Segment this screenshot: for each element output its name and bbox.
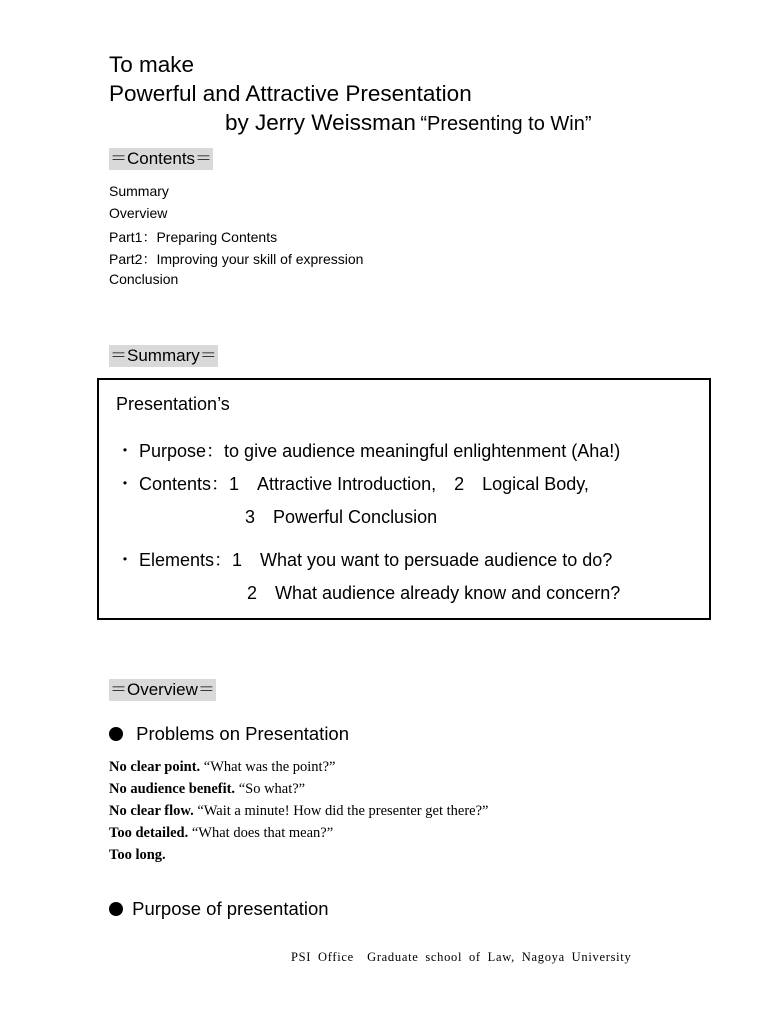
problem-item xyxy=(109,781,305,798)
problem-quote: “What does that mean?” xyxy=(191,825,334,841)
summary-box xyxy=(97,378,711,620)
summary-contents-line-2: 3 Powerful Conclusion xyxy=(245,507,438,527)
problem-item xyxy=(109,759,335,776)
problem-label: Too detailed. xyxy=(109,825,189,841)
problem-quote: “So what?” xyxy=(238,781,306,797)
overview-header: ＝Overview＝ xyxy=(110,680,215,699)
summary-contents-line-1: ・ Contents：1 Attractive Introduction, 2 Logical Body, xyxy=(116,474,589,494)
summary-elements-line-1: ・ Elements：1 What you want to persuade audience to do? xyxy=(116,550,613,570)
page-footer: PSI Office Graduate school of Law, Nagoya University xyxy=(291,950,632,964)
problem-item xyxy=(109,847,166,864)
problem-quote: “Wait a minute! How did the presenter get there?” xyxy=(197,803,489,819)
problem-label: No clear flow. xyxy=(109,803,194,819)
summary-heading: Presentation’s xyxy=(116,394,230,414)
title-book: “Presenting to Win” xyxy=(420,113,592,135)
summary-elements-line-2: 2 What audience already know and concern? xyxy=(247,583,621,603)
problems-heading xyxy=(109,723,349,745)
title-author: by Jerry Weissman xyxy=(225,110,416,135)
problem-item xyxy=(109,825,333,842)
summary-purpose: ・ Purpose：to give audience meaningful enlightenment (Aha!) xyxy=(116,441,621,461)
bullet-icon xyxy=(109,727,123,741)
toc-item-part1: Part1：Preparing Contents xyxy=(109,229,278,245)
toc-item-summary: Summary xyxy=(109,183,169,199)
title-line-2: Powerful and Attractive Presentation xyxy=(109,81,472,106)
problem-item xyxy=(109,803,488,820)
purpose-heading xyxy=(109,898,329,920)
toc-item-overview: Overview xyxy=(109,205,168,221)
title-byline xyxy=(225,110,592,136)
title-line-1: To make xyxy=(109,52,195,77)
problem-label: No clear point. xyxy=(109,759,201,775)
summary-header: ＝Summary＝ xyxy=(110,346,217,365)
contents-header: ＝Contents＝ xyxy=(110,149,213,168)
bullet-icon xyxy=(109,902,123,916)
problem-label: Too long. xyxy=(109,847,166,863)
toc-item-conclusion: Conclusion xyxy=(109,271,179,287)
problems-heading-text: Problems on Presentation xyxy=(136,723,350,744)
toc-item-part2: Part2：Improving your skill of expression xyxy=(109,251,364,267)
problem-label: No audience benefit. xyxy=(109,781,236,797)
problem-quote: “What was the point?” xyxy=(203,759,336,775)
purpose-heading-text: Purpose of presentation xyxy=(132,898,329,919)
